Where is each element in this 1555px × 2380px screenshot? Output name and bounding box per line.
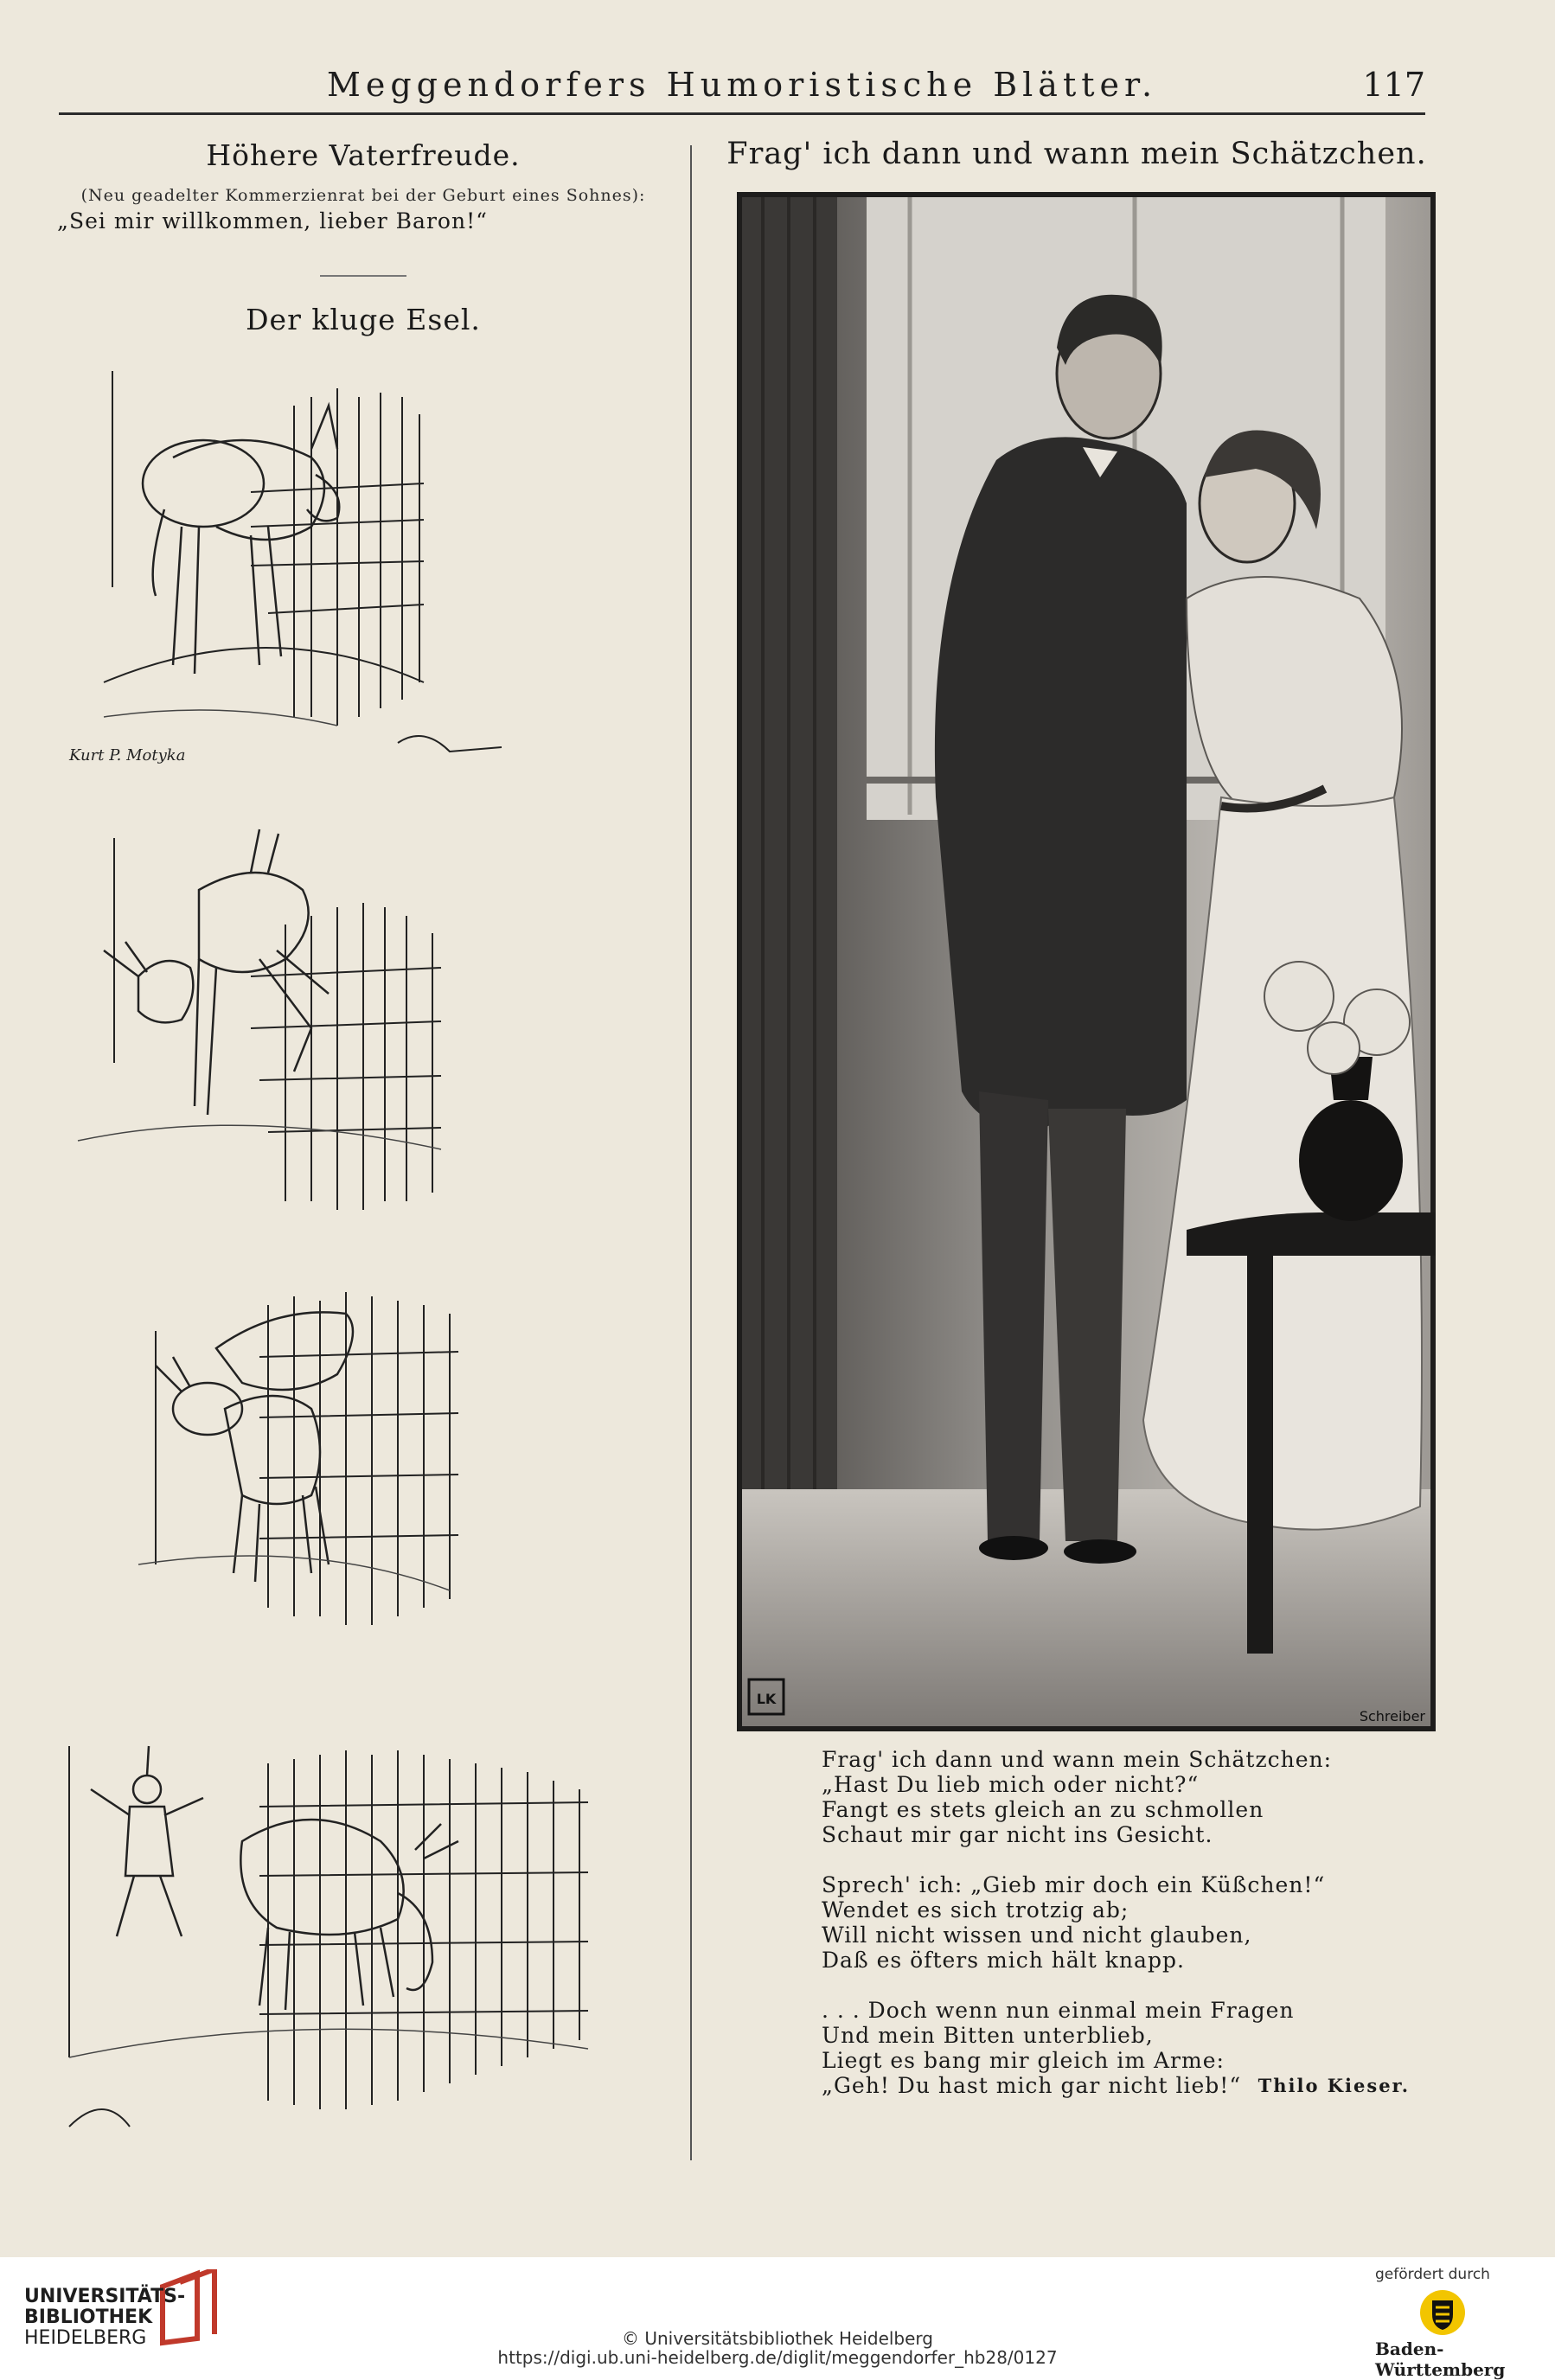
right-column (718, 130, 1436, 1731)
library-name-line2: BIBLIOTHEK (24, 2306, 153, 2328)
clown-and-donkey-drawing (52, 1720, 675, 2170)
joke-title: Höhere Vaterfreude. (206, 138, 521, 172)
library-name-line1: UNIVERSITÄTS- (24, 2286, 186, 2307)
cartoon-signature: Kurt P. Motyka (69, 746, 186, 765)
funded-by-label: gefördert durch (1375, 2266, 1490, 2283)
embracing-couple-picture (737, 192, 1436, 1731)
poem-author: Thilo Kieser. (1257, 2075, 1410, 2096)
poem-line: Und mein Bitten unterblieb, (822, 2023, 1154, 2048)
clown-figure (91, 1746, 203, 1936)
poem-line: Wendet es sich trotzig ab; (822, 1897, 1129, 1923)
poem-title: Frag' ich dann und wann mein Schätzchen. (726, 137, 1427, 171)
cartoon-panel-1 (52, 354, 675, 786)
poem-line: Schaut mir gar nicht ins Gesicht. (822, 1822, 1213, 1847)
poem-stanza-1 (822, 1747, 1410, 1847)
running-head (59, 59, 1425, 115)
donkey-at-fence-drawing (52, 354, 675, 786)
poem-line: Daß es öfters mich hält knapp. (822, 1948, 1185, 1973)
donkey-eating-sack-drawing (52, 1279, 675, 1694)
cartoon-panel-3 (52, 1279, 675, 1694)
journal-title: Meggendorfers Humoristische Blätter. (326, 66, 1158, 104)
poem-line: Will nicht wissen und nicht glauben, (822, 1923, 1252, 1948)
coat-of-arms-icon (1418, 2288, 1467, 2337)
poem-line: Liegt es bang mir gleich im Arme: (822, 2048, 1225, 2073)
poem (822, 1747, 1410, 2098)
column-divider (690, 145, 692, 2160)
couple-illustration (737, 192, 1436, 1731)
poem-line: Sprech' ich: „Gieb mir doch ein Küßchen!“ (822, 1872, 1326, 1897)
funder-name: Baden-Württemberg (1375, 2338, 1506, 2380)
cartoon-panel-2 (52, 821, 675, 1253)
joke-note: (Neu geadelter Kommerzienrat bei der Geburt eines Sohnes): (80, 186, 646, 205)
library-footer (0, 2257, 1555, 2380)
poem-stanza-2 (822, 1872, 1410, 1973)
poem-line: „Hast Du lieb mich oder nicht?“ (822, 1772, 1200, 1797)
left-column (52, 130, 675, 2170)
page-number: 117 (1362, 66, 1425, 104)
document-url[interactable]: https://digi.ub.uni-heidelberg.de/diglit/meggendorfer_hb28/0127 (497, 2347, 1058, 2368)
library-name-line3: HEIDELBERG (24, 2327, 147, 2349)
section-rule (320, 275, 406, 277)
poem-line: . . . Doch wenn nun einmal mein Fragen (822, 1998, 1295, 2023)
poem-line: Fangt es stets gleich an zu schmollen (822, 1797, 1264, 1822)
illustration-monogram: LK (756, 1691, 777, 1707)
donkey-kicking-drawing (52, 821, 675, 1253)
cartoon-title: Der kluge Esel. (246, 303, 481, 336)
copyright-notice: © Universitätsbibliothek Heidelberg (621, 2328, 933, 2349)
joke-quote: „Sei mir willkommen, lieber Baron!“ (57, 208, 488, 234)
poem-line: Frag' ich dann und wann mein Schätzchen: (822, 1747, 1333, 1772)
artist-signature: Schreiber (1359, 1708, 1425, 1724)
cartoon-panel-4 (52, 1720, 675, 2170)
poem-line: „Geh! Du hast mich gar nicht lieb!“ (822, 2073, 1242, 2098)
